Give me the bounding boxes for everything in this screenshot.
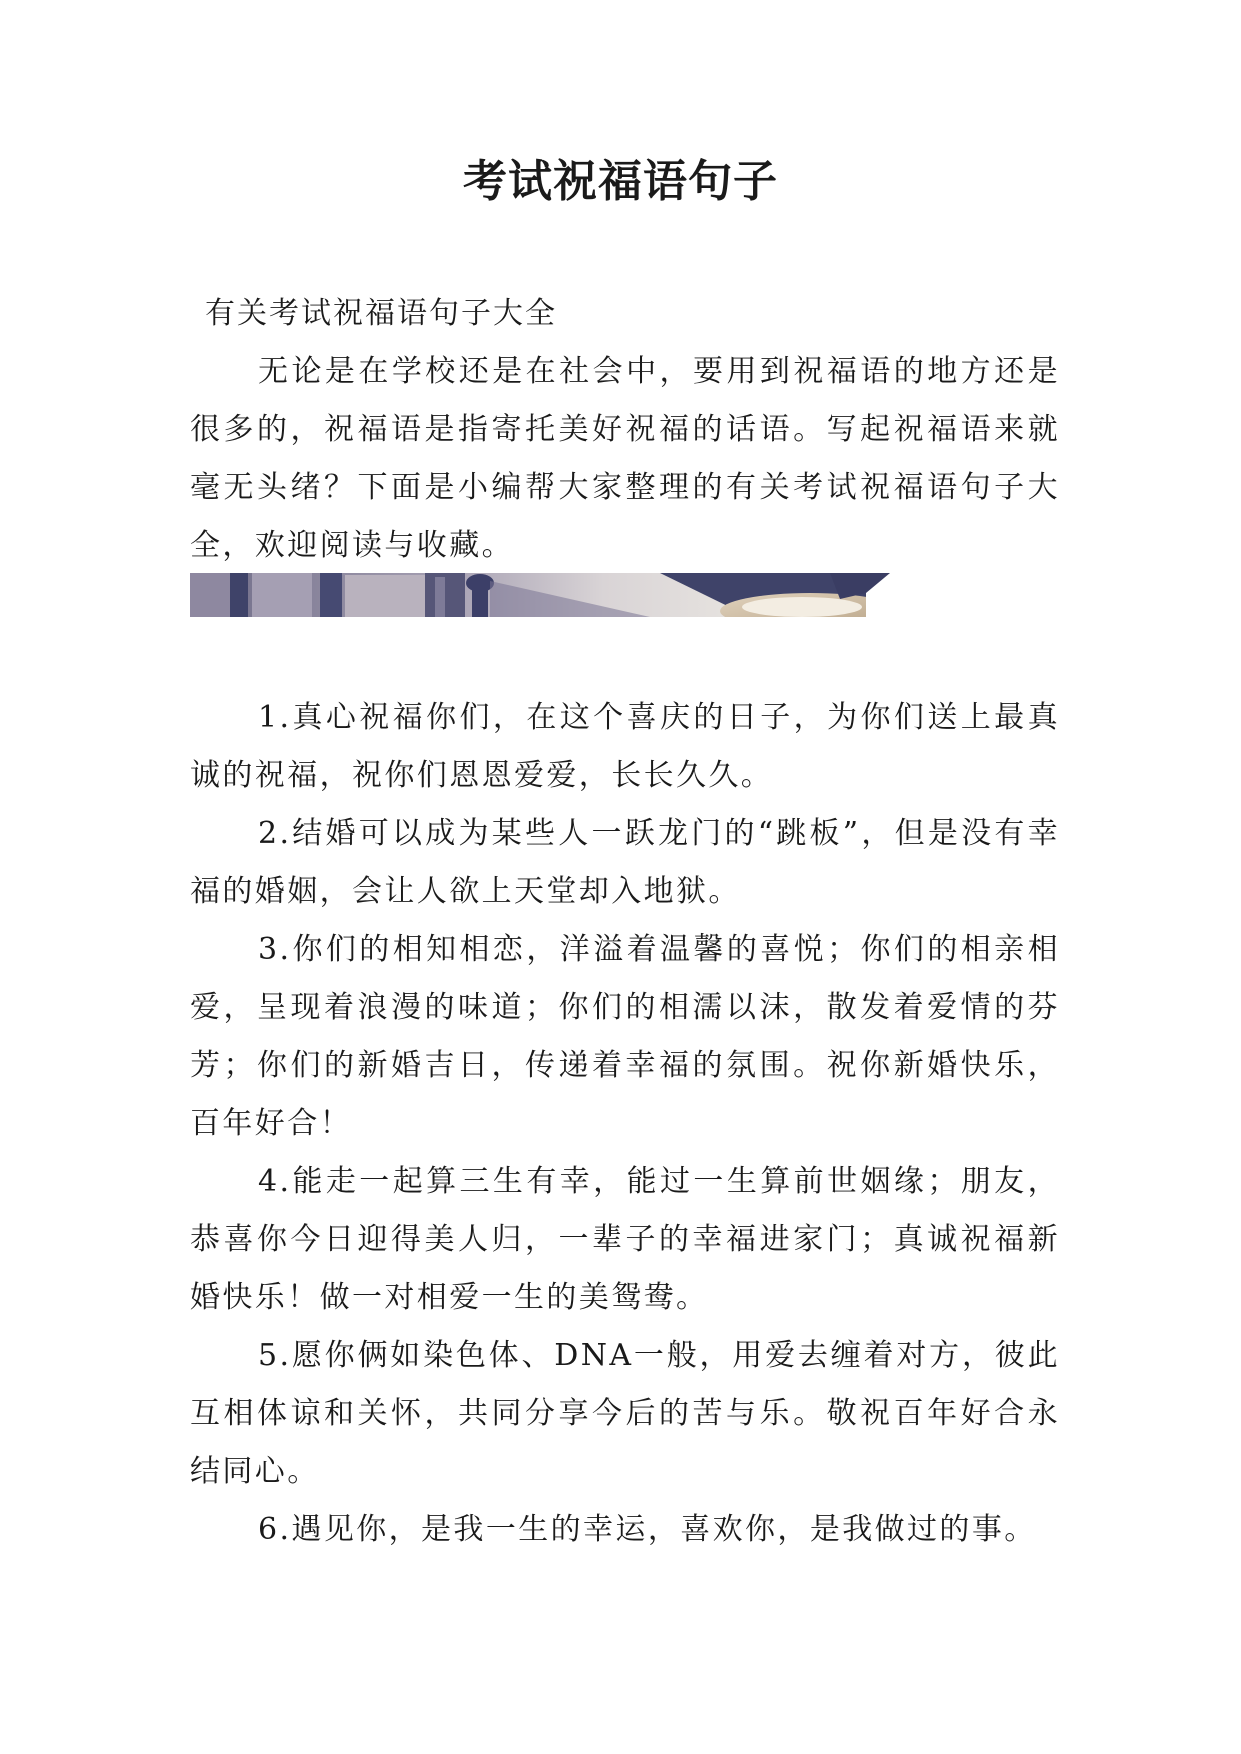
banner-image <box>190 573 942 617</box>
intro-paragraph: 无论是在学校还是在社会中，要用到祝福语的地方还是很多的，祝福语是指寄托美好祝福的话语。写起祝福语来就毫无头绪？下面是小编帮大家整理的有关考试祝福语句子大全，欢迎阅读与收藏。 <box>190 354 1060 563</box>
photo-strip-icon <box>190 573 942 617</box>
document-subtitle: 有关考试祝福语句子大全 <box>205 296 557 331</box>
list-item: 5.愿你俩如染色体、DNA一般，用爱去缠着对方，彼此互相体谅和关怀，共同分享今后的苦与乐。敬祝百年好合永结同心。 <box>190 1338 1060 1489</box>
list-item: 2.结婚可以成为某些人一跃龙门的“跳板”，但是没有幸福的婚姻，会让人欲上天堂却入地狱。 <box>190 816 1060 909</box>
blessing-list <box>190 689 1060 1559</box>
list-item: 1.真心祝福你们，在这个喜庆的日子，为你们送上最真诚的祝福，祝你们恩恩爱爱，长长久久。 <box>190 700 1060 793</box>
list-item: 4.能走一起算三生有幸，能过一生算前世姻缘；朋友，恭喜你今日迎得美人归，一辈子的幸福进家门；真诚祝福新婚快乐！做一对相爱一生的美鸳鸯。 <box>190 1164 1060 1315</box>
page-title: 考试祝福语句子 <box>463 156 778 207</box>
list-item: 3.你们的相知相恋，洋溢着温馨的喜悦；你们的相亲相爱，呈现着浪漫的味道；你们的相濡以沫，散发着爱情的芬芳；你们的新婚吉日，传递着幸福的氛围。祝你新婚快乐，百年好合！ <box>190 932 1060 1141</box>
list-item: 6.遇见你，是我一生的幸运，喜欢你，是我做过的事。 <box>258 1512 1037 1547</box>
